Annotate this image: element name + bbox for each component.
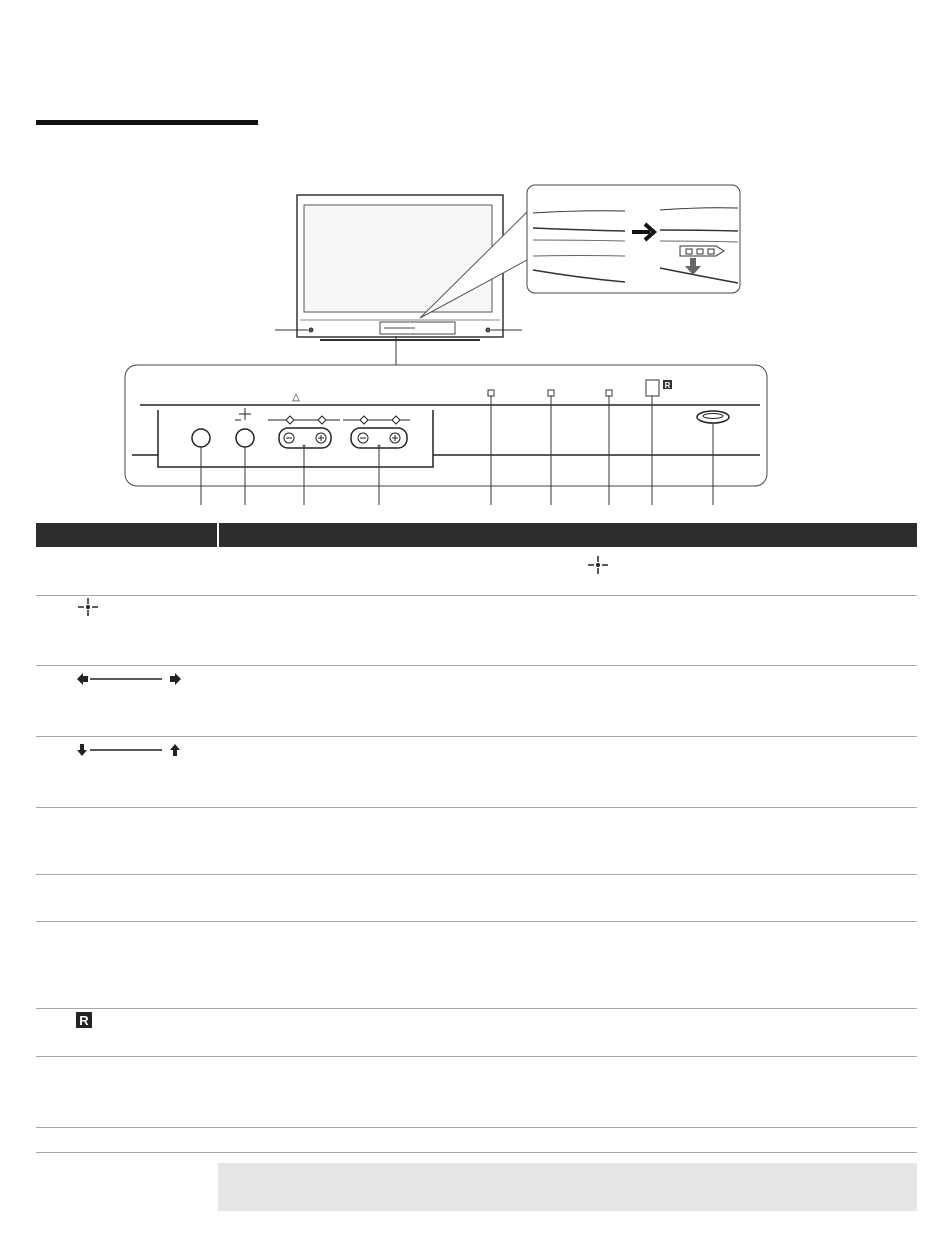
table-row <box>36 808 917 875</box>
input-symbol-label: △ <box>292 392 300 403</box>
table-row <box>36 737 917 808</box>
table-body <box>36 547 917 1167</box>
door-latch[interactable] <box>697 411 729 423</box>
controls-table <box>36 523 917 547</box>
left-right-arrows-icon <box>76 672 182 686</box>
svg-text:R: R <box>79 1013 89 1028</box>
table-row <box>36 875 917 922</box>
power-crosshair-icon <box>586 555 610 575</box>
header-cell-item <box>36 523 219 547</box>
door-open-inset <box>527 185 740 293</box>
remote-sensor-badge-label: R <box>664 381 671 390</box>
table-header <box>36 523 917 547</box>
front-panel-diagram <box>0 0 950 520</box>
power-button[interactable] <box>192 429 210 447</box>
indicator-2 <box>548 390 554 396</box>
tv-video-button[interactable] <box>236 429 254 447</box>
header-cell-description <box>219 523 917 547</box>
power-crosshair-icon <box>76 597 100 617</box>
indicator-1 <box>488 390 494 396</box>
table-row <box>36 1009 917 1057</box>
table-row <box>36 922 917 1009</box>
down-up-arrows-icon <box>76 743 182 757</box>
remote-sensor-window <box>646 380 659 396</box>
table-row <box>36 595 917 666</box>
table-row <box>36 666 917 737</box>
note-box <box>218 1163 917 1211</box>
indicator-3 <box>606 390 612 396</box>
tv-illustration <box>275 195 527 365</box>
front-panel-strip <box>125 365 767 505</box>
remote-sensor-icon <box>76 1012 92 1028</box>
table-row <box>36 547 917 596</box>
table-row <box>36 1128 917 1153</box>
table-row <box>36 1057 917 1128</box>
